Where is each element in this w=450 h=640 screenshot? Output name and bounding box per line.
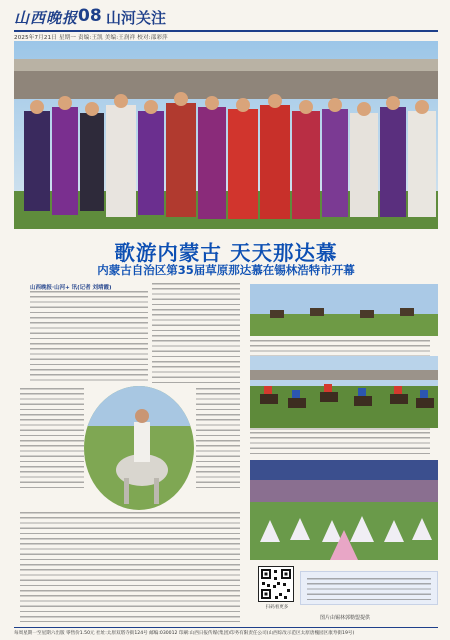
body-text-block [250, 432, 430, 456]
hero-photo [14, 41, 438, 229]
dance-performance-illustration [250, 460, 438, 560]
article-lead-in: 山西晚报·山河+ 讯(记者 刘靖霞) [30, 285, 112, 291]
dance-performance-photo [250, 460, 438, 560]
photo-captions-text [307, 578, 431, 600]
horse-race-illustration-top [250, 284, 438, 336]
qr-code-icon [259, 567, 293, 601]
photo-credit: 图片由锡林郭勒盟提供 [320, 615, 371, 621]
horse-race-photo-main [250, 356, 438, 428]
horse-race-illustration-main [250, 356, 438, 428]
dateline: 2025年7月21日 星期一 责编:王凯 美编:王润祥 校对:邵彩萍 [14, 35, 168, 41]
body-text-block [20, 388, 84, 488]
article-headline: 歌游内蒙古 天天那达慕 [114, 241, 338, 265]
qr-caption: 扫码看更多 [265, 605, 289, 610]
body-text-block [196, 388, 240, 488]
page-footer: 每周星期一至星期六出版 零售价1.50元 社址:太原双塔寺街124号 邮编:030012 印刷:山西日报传媒(集团)印务有限责任公司(山西综改示范区太原唐槐园区康寿街19号) [14, 627, 438, 636]
page-number: 08 [78, 6, 102, 26]
rider-photo [84, 386, 194, 510]
body-text-block [30, 291, 148, 383]
photo-captions-box [300, 571, 438, 605]
qr-code[interactable] [258, 566, 294, 602]
hero-photo-illustration [14, 41, 438, 229]
section-title: 山河关注 [106, 9, 167, 27]
body-text-block [152, 283, 240, 383]
body-text-block [20, 512, 240, 622]
horse-race-photo-top [250, 284, 438, 336]
newspaper-logo: 山西晚报 [14, 9, 79, 27]
article-subheadline: 内蒙古自治区第35届草原那达慕在锡林浩特市开幕 [97, 263, 355, 277]
masthead [14, 6, 438, 32]
rider-photo-illustration [84, 386, 194, 510]
